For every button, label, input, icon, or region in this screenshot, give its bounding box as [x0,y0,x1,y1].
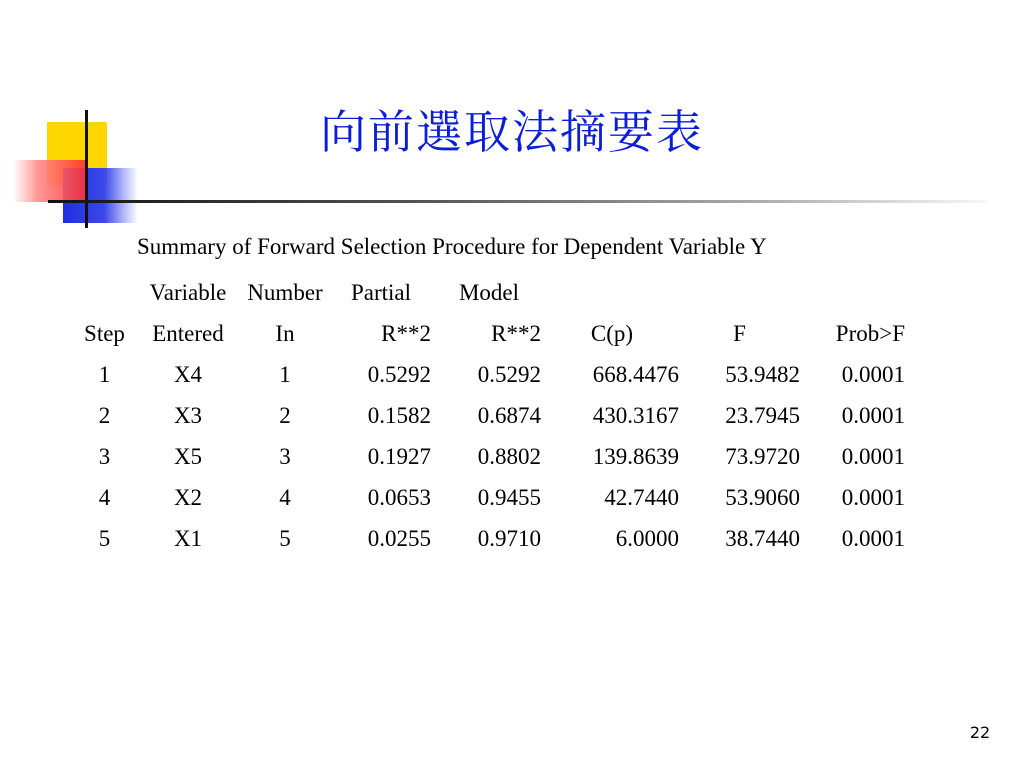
cell-model-r2: 0.9455 [477,484,541,510]
cell-model-r2: 0.9710 [477,525,541,551]
forward-selection-table [72,272,905,559]
cell-cp: 668.4476 [592,361,679,387]
header-model-r2: R**2 [491,320,541,346]
cell-f: 23.7945 [725,402,800,428]
cell-step: 2 [98,402,111,428]
header-number: Number [247,279,323,305]
cell-prob: 0.0001 [841,443,905,469]
header-cp: C(p) [590,320,634,346]
cell-partial-r2: 0.1927 [367,443,431,469]
cell-prob: 0.0001 [841,484,905,510]
table-header-row-top [72,272,905,313]
cell-step: 1 [98,361,111,387]
header-f: F [733,320,746,346]
cell-cp: 430.3167 [592,402,679,428]
cell-prob: 0.0001 [841,402,905,428]
cell-step: 3 [98,443,111,469]
cell-number: 2 [279,402,291,428]
header-prob: Prob>F [835,320,905,346]
header-step: Step [84,320,125,346]
cell-prob: 0.0001 [841,525,905,551]
cell-f: 38.7440 [725,525,800,551]
cell-variable: X3 [173,402,203,428]
slide-title: 向前選取法摘要表 [320,105,704,159]
table-row [72,354,905,395]
cell-number: 4 [279,484,291,510]
table-row [72,518,905,559]
header-f-top [679,272,800,313]
table-header-row-bottom [72,313,905,354]
header-variable: Variable [149,279,227,305]
table-row [72,395,905,436]
cell-partial-r2: 0.1582 [367,402,431,428]
title-underline [48,200,988,203]
cell-f: 53.9482 [725,361,800,387]
cell-number: 5 [279,525,291,551]
cell-variable: X5 [173,443,203,469]
cell-step: 5 [98,525,111,551]
table-row [72,436,905,477]
header-prob-top [800,272,905,313]
page-number: 22 [969,723,991,742]
header-partial-r2: R**2 [381,320,431,346]
cell-variable: X4 [173,361,203,387]
cell-partial-r2: 0.0255 [367,525,431,551]
decorative-red-square [13,160,85,202]
cell-model-r2: 0.5292 [477,361,541,387]
cell-cp: 139.8639 [592,443,679,469]
cell-f: 73.9720 [725,443,800,469]
cell-partial-r2: 0.0653 [367,484,431,510]
table-row [72,477,905,518]
header-entered: Entered [152,320,224,346]
header-in: In [275,320,295,346]
cell-model-r2: 0.8802 [477,443,541,469]
cell-model-r2: 0.6874 [477,402,541,428]
cell-cp: 6.0000 [615,525,679,551]
cell-number: 3 [279,443,291,469]
cell-step: 4 [98,484,111,510]
cell-variable: X2 [173,484,203,510]
header-partial: Partial [350,279,412,305]
header-model: Model [458,279,520,305]
header-step-top [72,272,137,313]
cell-f: 53.9060 [725,484,800,510]
cell-variable: X1 [173,525,203,551]
cell-number: 1 [279,361,291,387]
cell-partial-r2: 0.5292 [367,361,431,387]
header-cp-top [545,272,679,313]
cell-prob: 0.0001 [841,361,905,387]
summary-caption: Summary of Forward Selection Procedure for Dependent Variable Y [137,234,767,259]
cell-cp: 42.7440 [604,484,679,510]
